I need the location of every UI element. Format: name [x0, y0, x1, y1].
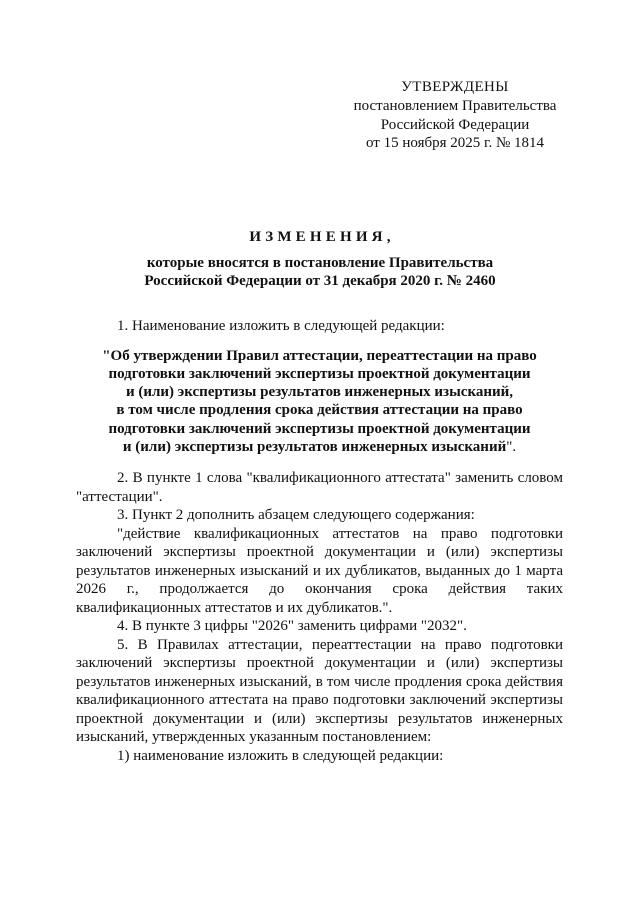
new-title-quote	[76, 347, 563, 457]
paragraph-3-quote: "действие квалификационных аттестатов на право подготовки заключений экспертизы проектной документации и (или) экспертизы результатов инженерных изысканий и их дубликатов, выданных до 1 марта 2026 г., продолжается до окончания срока действия таких квалификационных аттестатов и их дубликатов.".	[76, 525, 563, 616]
new-title-line-3: и (или) экспертизы результатов инженерных изысканий,	[125, 384, 514, 401]
document-heading	[60, 228, 580, 291]
new-title-line-5: подготовки заключений экспертизы проектной документации	[108, 420, 531, 437]
new-title-line-6-text: и (или) экспертизы результатов инженерных изысканий	[122, 438, 507, 455]
paragraph-3: 3. Пункт 2 дополнить абзацем следующего содержания:	[117, 507, 475, 524]
approval-line-federation: Российской Федерации	[380, 116, 530, 133]
heading-subtitle-line-2: Российской Федерации от 31 декабря 2020 г. № 2460	[144, 273, 496, 289]
approval-line-date-number: от 15 ноября 2025 г. № 1814	[365, 134, 545, 151]
new-title-line-2: подготовки заключений экспертизы проектной документации	[108, 365, 531, 382]
approval-title: УТВЕРЖДЕНЫ	[401, 79, 509, 95]
new-title-line-1: "Об утверждении Правил аттестации, переаттестации на право	[102, 347, 537, 364]
document-body	[76, 317, 563, 765]
new-title-closing: ".	[506, 438, 517, 455]
paragraph-2: 2. В пункте 1 слова "квалификационного аттестата" заменить словом "аттестации".	[76, 470, 563, 505]
paragraph-5-item-1: 1) наименование изложить в следующей редакции:	[117, 747, 444, 764]
approval-line-decree: постановлением Правительства	[353, 98, 557, 115]
paragraph-4: 4. В пункте 3 цифры "2026" заменить цифрами "2032".	[117, 618, 467, 635]
paragraph-5: 5. В Правилах аттестации, переаттестации на право подготовки заключений экспертизы проектной документации и (или) экспертизы результатов инженерных изысканий, в том числе продления срока действия квалификационного аттестата на право подготовки заключений экспертизы проектной документации и (или) экспертизы результатов инженерных изысканий, утвержденных указанным постановлением:	[76, 636, 563, 746]
approval-stamp-block	[346, 78, 564, 152]
new-title-line-4: в том числе продления срока действия аттестации на право	[116, 402, 523, 419]
heading-subtitle-line-1: которые вносятся в постановление Правительства	[146, 254, 494, 271]
new-title-line-6	[76, 438, 563, 456]
heading-title: ИЗМЕНЕНИЯ,	[249, 229, 395, 245]
paragraph-1: 1. Наименование изложить в следующей редакции:	[117, 318, 445, 334]
